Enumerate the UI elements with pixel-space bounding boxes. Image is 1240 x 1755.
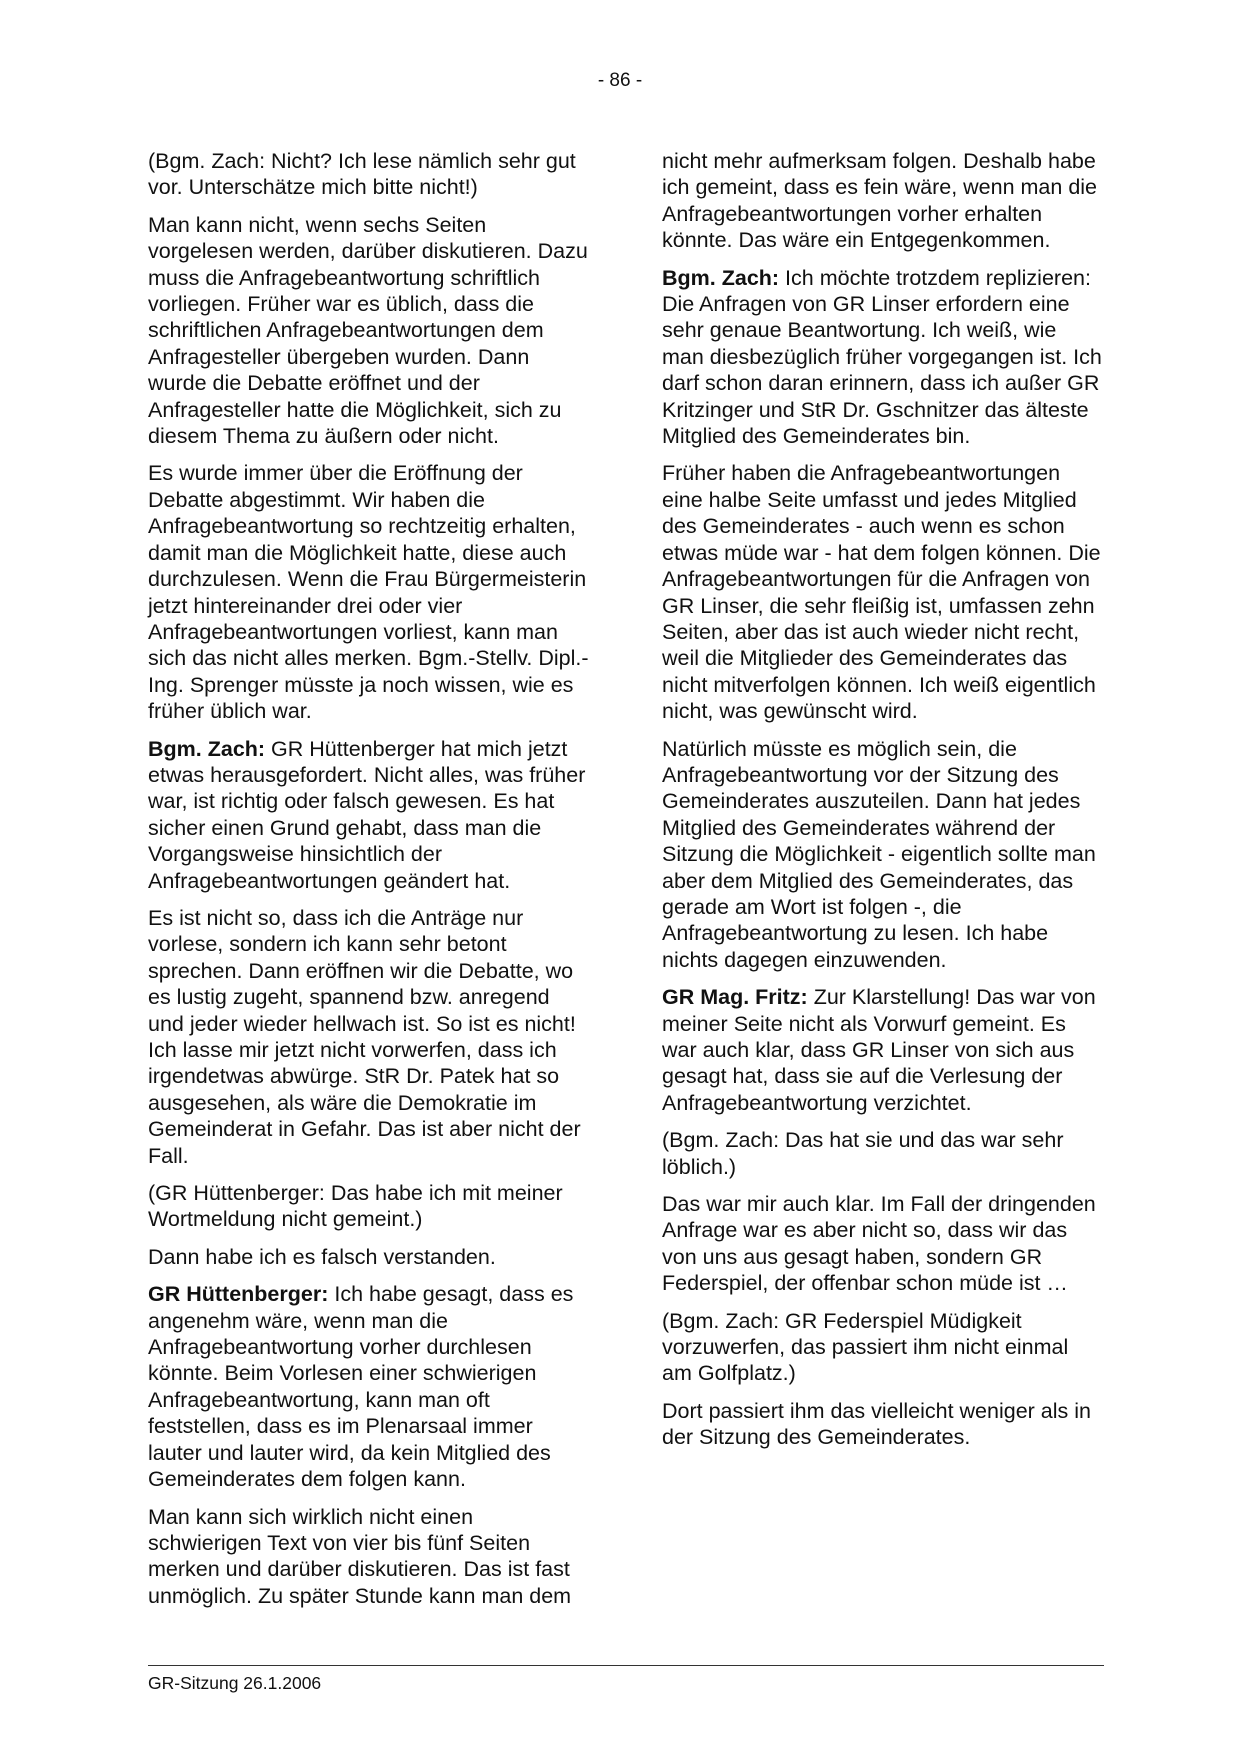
paragraph	[662, 1308, 1104, 1387]
speaker-label: GR Mag. Fritz:	[662, 985, 808, 1010]
paragraph	[148, 905, 590, 1169]
paragraph-text: Ich habe gesagt, dass es angenehm wäre, wenn man die Anfragebeantwortung vorher durchlesen könnte. Beim Vorlesen einer schwierigen Anfragebeantwortung, kann man oft feststellen, dass es im Plenarsaal immer lauter und lauter wird, da kein Mitglied des Gemeinderates dem folgen kann.	[148, 1282, 574, 1492]
paragraph-text: (Bgm. Zach: Das hat sie und das war sehr löblich.)	[662, 1128, 1064, 1179]
paragraph	[662, 1127, 1104, 1180]
paragraph	[662, 736, 1104, 974]
paragraph	[148, 1180, 590, 1233]
paragraph	[662, 148, 1104, 254]
paragraph	[148, 1244, 590, 1270]
speaker-label: Bgm. Zach:	[662, 265, 780, 290]
paragraph-text: Das war mir auch klar. Im Fall der dringenden Anfrage war es aber nicht so, dass wir das von uns aus gesagt haben, sondern GR Federspiel, der offenbar schon müde ist …	[662, 1192, 1096, 1296]
paragraph	[148, 148, 590, 201]
paragraph	[662, 265, 1104, 450]
paragraph	[662, 1191, 1104, 1297]
paragraph-text: (Bgm. Zach: GR Federspiel Müdigkeit vorzuwerfen, das passiert ihm nicht einmal am Golfplatz.)	[662, 1308, 1069, 1386]
speaker-label: Bgm. Zach:	[148, 736, 266, 761]
left-column	[148, 148, 590, 1620]
paragraph	[148, 212, 590, 450]
paragraph-text: Früher haben die Anfragebeantwortungen eine halbe Seite umfasst und jedes Mitglied des Gemeinderates - auch wenn es schon etwas müde war - hat dem folgen können. Die Anfragebeantwortungen für die Anfragen von GR Linser, die sehr fleißig ist, umfassen zehn Seiten, aber das ist auch wieder nicht recht, weil die Mitglieder des Gemeinderates das nicht mitverfolgen können. Ich weiß eigentlich nicht, was gewünscht wird.	[662, 461, 1101, 724]
footer-divider	[148, 1665, 1104, 1666]
paragraph-text: Zur Klarstellung! Das war von meiner Seite nicht als Vorwurf gemeint. Es war auch klar, dass GR Linser von sich aus gesagt hat, dass sie auf die Verlesung der Anfragebeantwortung verzichtet.	[662, 985, 1096, 1115]
paragraph-text: Es ist nicht so, dass ich die Anträge nur vorlese, sondern ich kann sehr betont sprechen. Dann eröffnen wir die Debatte, wo es lustig zugeht, spannend bzw. anregend und jeder wieder hellwach ist. So ist es nicht! Ich lasse mir jetzt nicht vorwerfen, dass ich irgendetwas abwürge. StR Dr. Patek hat so ausgesehen, als wäre die Demokratie im Gemeinderat in Gefahr. Das ist aber nicht der Fall.	[148, 905, 581, 1168]
paragraph-text: GR Hüttenberger hat mich jetzt etwas herausgefordert. Nicht alles, was früher war, ist richtig oder falsch gewesen. Es hat sicher einen Grund gehabt, dass man die Vorgangsweise hinsichtlich der Anfragebeantwortungen geändert hat.	[148, 736, 586, 893]
right-column	[662, 148, 1104, 1462]
paragraph-text: (Bgm. Zach: Nicht? Ich lese nämlich sehr gut vor. Unterschätze mich bitte nicht!)	[148, 149, 576, 200]
paragraph	[148, 1281, 590, 1492]
speaker-label: GR Hüttenberger:	[148, 1282, 329, 1307]
paragraph-text: (GR Hüttenberger: Das habe ich mit meiner Wortmeldung nicht gemeint.)	[148, 1181, 563, 1232]
footer-session-label: GR-Sitzung 26.1.2006	[148, 1673, 322, 1693]
page-number: - 86 -	[597, 70, 643, 91]
paragraph	[662, 460, 1104, 724]
paragraph	[148, 736, 590, 894]
paragraph-text: nicht mehr aufmerksam folgen. Deshalb habe ich gemeint, dass es fein wäre, wenn man die Anfragebeantwortungen vorher erhalten könnte. Das wäre ein Entgegenkommen.	[662, 149, 1098, 253]
paragraph-text: Man kann sich wirklich nicht einen schwierigen Text von vier bis fünf Seiten merken und darüber diskutieren. Das ist fast unmöglich. Zu später Stunde kann man dem	[148, 1504, 572, 1608]
paragraph	[662, 984, 1104, 1116]
paragraph-text: Ich möchte trotzdem replizieren: Die Anfragen von GR Linser erfordern eine sehr genaue Beantwortung. Ich weiß, wie man diesbezüglich früher vorgegangen ist. Ich darf schon daran erinnern, dass ich außer GR Kritzinger und StR Dr. Gschnitzer das älteste Mitglied des Gemeinderates bin.	[662, 265, 1102, 449]
paragraph	[662, 1398, 1104, 1451]
paragraph-text: Dann habe ich es falsch verstanden.	[148, 1244, 496, 1269]
paragraph	[148, 1504, 590, 1610]
paragraph-text: Es wurde immer über die Eröffnung der Debatte abgestimmt. Wir haben die Anfragebeantwortung so rechtzeitig erhalten, damit man die Möglichkeit hatte, diese auch durchzulesen. Wenn die Frau Bürgermeisterin jetzt hintereinander drei oder vier Anfragebeantwortungen vorliest, kann man sich das nicht alles merken. Bgm.-Stellv. Dipl.-Ing. Sprenger müsste ja noch wissen, wie es früher üblich war.	[148, 461, 589, 724]
paragraph-text: Man kann nicht, wenn sechs Seiten vorgelesen werden, darüber diskutieren. Dazu muss die Anfragebeantwortung schriftlich vorliegen. Früher war es üblich, dass die schriftlichen Anfragebeantwortungen dem Anfragesteller übergeben wurden. Dann wurde die Debatte eröffnet und der Anfragesteller hatte die Möglichkeit, sich zu diesem Thema zu äußern oder nicht.	[148, 212, 588, 449]
paragraph-text: Dort passiert ihm das vielleicht weniger als in der Sitzung des Gemeinderates.	[662, 1398, 1091, 1450]
paragraph	[148, 460, 590, 724]
paragraph-text: Natürlich müsste es möglich sein, die Anfragebeantwortung vor der Sitzung des Gemeinderates auszuteilen. Dann hat jedes Mitglied des Gemeinderates während der Sitzung die Möglichkeit - eigentlich sollte man aber dem Mitglied des Gemeinderates, das gerade am Wort ist folgen -, die Anfragebeantwortung zu lesen. Ich habe nichts dagegen einzuwenden.	[662, 736, 1096, 972]
